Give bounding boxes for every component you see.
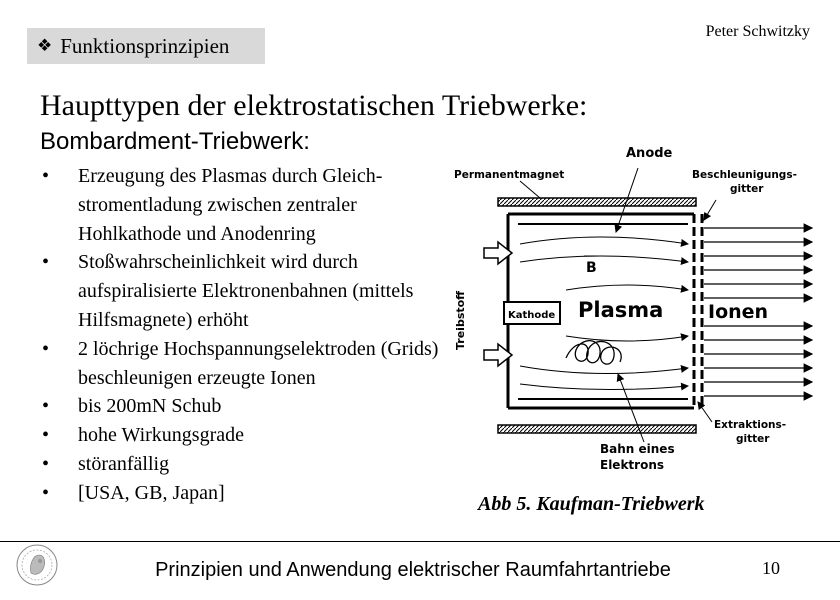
slide-subtitle: Bombardment-Triebwerk:: [40, 128, 310, 155]
footer-course-title-text: Prinzipien und Anwendung elektrischer Raumfahrtantriebe: [155, 559, 671, 581]
kathode-label: Kathode: [508, 310, 556, 321]
beschleunigungsgitter-label-1: Beschleunigungs-: [692, 169, 797, 181]
bullet-list: [40, 162, 450, 508]
extraktionsgitter-label-1: Extraktions-: [714, 419, 787, 431]
bahn-label-2: Elektrons: [600, 458, 665, 472]
bullet-item: • hohe Wirkungsgrade: [40, 421, 450, 450]
anode-label: Anode: [626, 146, 673, 161]
page-number: 10: [762, 558, 780, 578]
section-label: Funktionsprinzipien: [60, 33, 230, 58]
diamond-bullet-icon: ❖: [37, 36, 53, 55]
treibstoff-label: Treibstoff: [454, 290, 467, 350]
electron-path: [566, 341, 621, 364]
permanentmagnet-label: Permanentmagnet: [454, 169, 565, 181]
extraktionsgitter-pointer: [698, 402, 712, 422]
beschleunigungsgitter-label-2: gitter: [730, 183, 764, 195]
bullet-item: • Erzeugung des Plasmas durch Gleich-stromentladung zwischen zentraler Hohlkathode und Anodenring: [40, 162, 450, 248]
bullet-item: • 2 löchrige Hochspannungselektroden (Grids) beschleunigen erzeugte Ionen: [40, 335, 450, 393]
bullet-item: • Stoßwahrscheinlichkeit wird durch aufspiralisierte Elektronenbahnen (mittels Hilfsmagnete) erhöht: [40, 248, 450, 334]
ionen-label: Ionen: [708, 301, 769, 323]
beschleunigungsgitter-pointer: [704, 200, 716, 220]
extraktionsgitter-label-2: gitter: [736, 433, 770, 445]
grid-electrodes: [694, 214, 702, 408]
bullet-item: • bis 200mN Schub: [40, 392, 450, 421]
kaufman-thruster-diagram: [448, 140, 818, 485]
footer-divider: [0, 541, 840, 542]
plasma-label: Plasma: [578, 298, 664, 322]
b-field-label: B: [586, 260, 597, 276]
figure-caption: Abb 5. Kaufman-Triebwerk: [478, 493, 705, 515]
bahn-label-1: Bahn eines: [600, 442, 675, 456]
bullet-item: • [USA, GB, Japan]: [40, 479, 450, 508]
magnet-bottom: [498, 425, 696, 433]
slide-title: Haupttypen der elektrostatischen Triebwerke:: [40, 89, 588, 122]
section-tag: [27, 28, 265, 64]
bullet-item: • störanfällig: [40, 450, 450, 479]
magnet-top: [498, 198, 696, 206]
permanentmagnet-pointer: [520, 181, 540, 198]
author-name: Peter Schwitzky: [705, 23, 810, 40]
footer-course-title: [0, 559, 840, 582]
